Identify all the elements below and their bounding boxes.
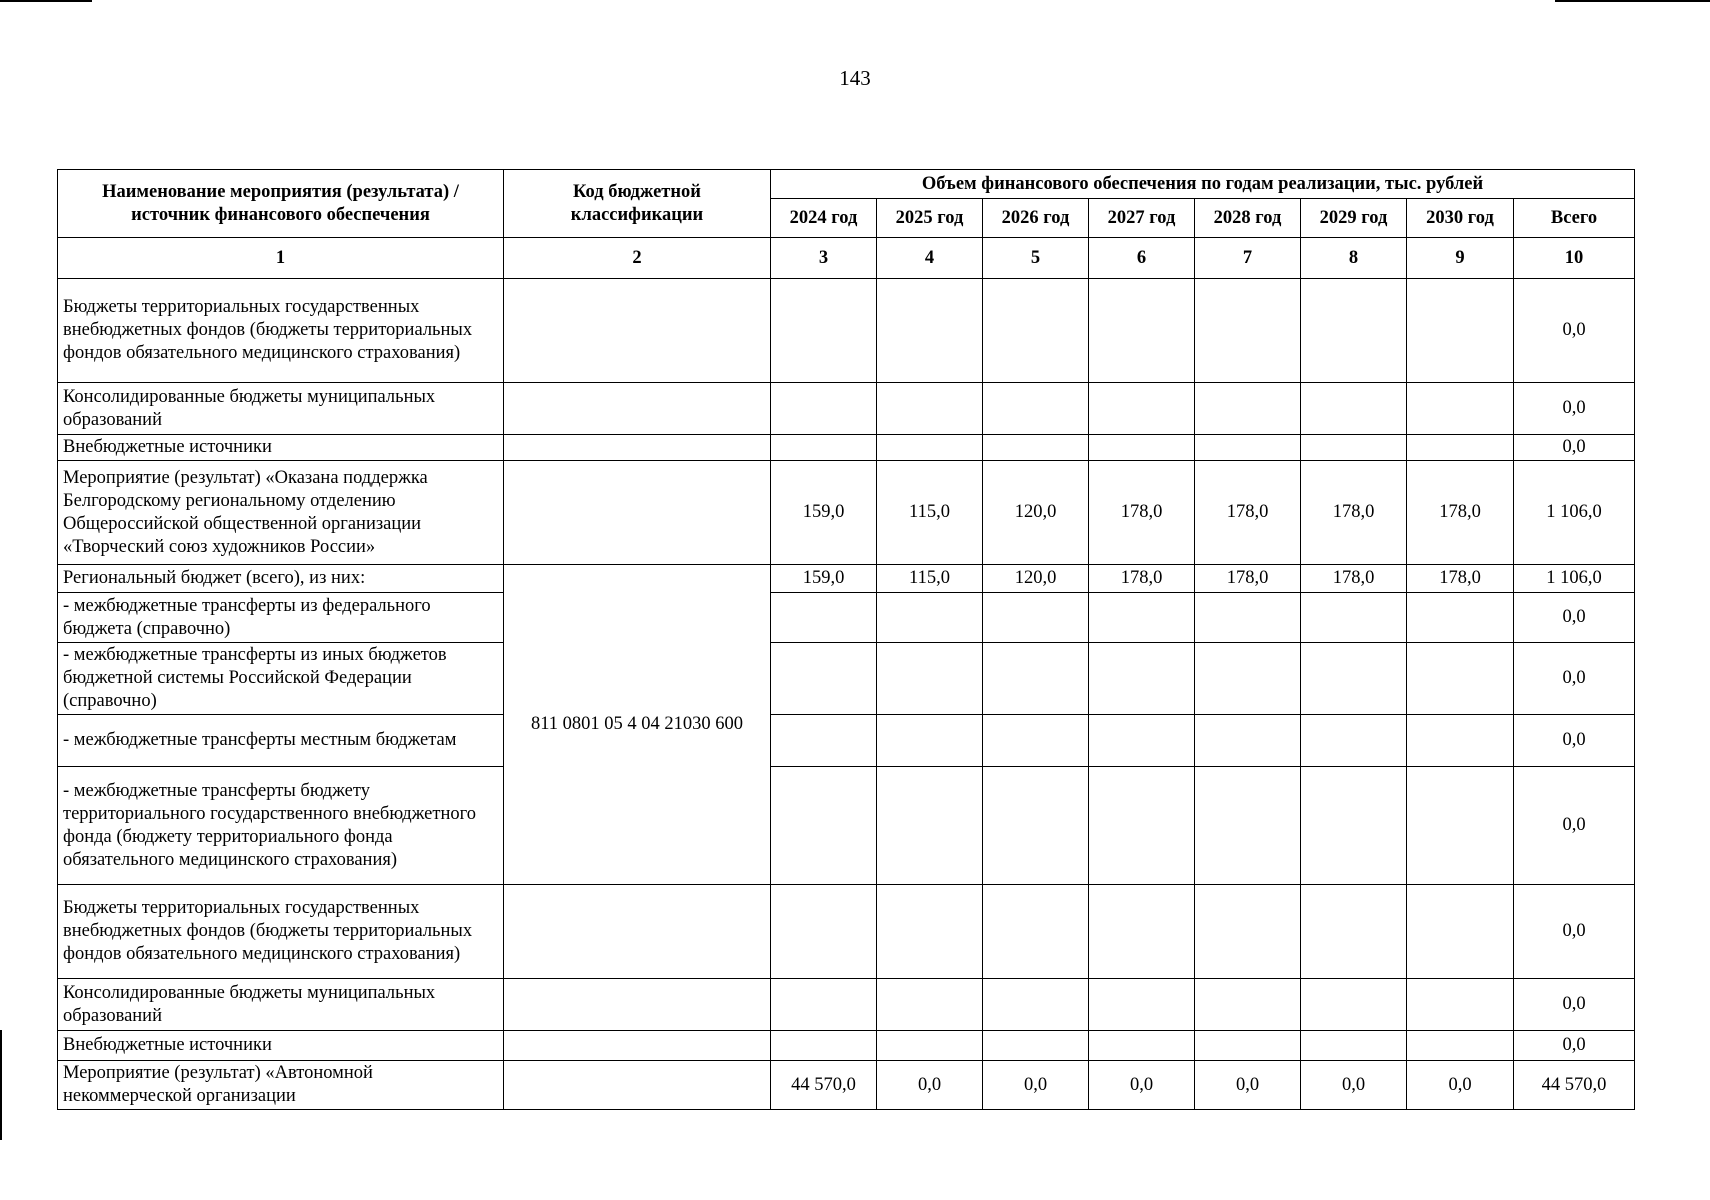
value-cell (983, 1031, 1089, 1061)
column-number: 3 (771, 238, 877, 279)
row-name: Внебюджетные источники (58, 435, 504, 461)
header-volume: Объем финансового обеспечения по годам реализации, тыс. рублей (771, 170, 1635, 199)
value-cell (1089, 715, 1195, 767)
row-code (504, 435, 771, 461)
column-number: 4 (877, 238, 983, 279)
table-row (58, 767, 1635, 885)
row-name: - межбюджетные трансферты бюджету территориального государственного внебюджетного фонда (бюджету территориального фонда обязательного медицинского страхования) (58, 767, 504, 885)
value-cell (1301, 1031, 1407, 1061)
value-cell (771, 593, 877, 643)
table-header (58, 170, 1635, 279)
value-cell (1407, 593, 1514, 643)
value-cell (877, 383, 983, 435)
value-cell (983, 383, 1089, 435)
total-cell: 1 106,0 (1514, 461, 1635, 565)
value-cell (1301, 279, 1407, 383)
value-cell: 178,0 (1301, 461, 1407, 565)
row-code (504, 461, 771, 565)
value-cell (983, 767, 1089, 885)
value-cell (877, 715, 983, 767)
value-cell (877, 435, 983, 461)
total-cell: 0,0 (1514, 279, 1635, 383)
row-code (504, 279, 771, 383)
total-cell: 0,0 (1514, 593, 1635, 643)
total-cell: 0,0 (1514, 383, 1635, 435)
header-year: 2027 год (1089, 199, 1195, 238)
value-cell (771, 715, 877, 767)
value-cell: 178,0 (1407, 565, 1514, 593)
value-cell (877, 279, 983, 383)
value-cell: 178,0 (1089, 565, 1195, 593)
value-cell (983, 715, 1089, 767)
value-cell: 120,0 (983, 461, 1089, 565)
page-number: 143 (839, 66, 871, 90)
value-cell: 0,0 (1089, 1061, 1195, 1110)
value-cell (877, 643, 983, 715)
value-cell (1089, 979, 1195, 1031)
value-cell (1195, 643, 1301, 715)
row-name: - межбюджетные трансферты из иных бюджетов бюджетной системы Российской Федерации (справочно) (58, 643, 504, 715)
value-cell: 178,0 (1195, 461, 1301, 565)
table-row (58, 593, 1635, 643)
row-name: Бюджеты территориальных государственных внебюджетных фондов (бюджеты территориальных фондов обязательного медицинского страхования) (58, 885, 504, 979)
value-cell (1089, 383, 1195, 435)
header-name: Наименование мероприятия (результата) / источник финансового обеспечения (58, 170, 504, 238)
value-cell (1301, 715, 1407, 767)
value-cell (1407, 715, 1514, 767)
total-cell: 0,0 (1514, 643, 1635, 715)
value-cell (1301, 885, 1407, 979)
value-cell (983, 435, 1089, 461)
value-cell (1407, 643, 1514, 715)
table-row (58, 279, 1635, 383)
column-number: 6 (1089, 238, 1195, 279)
column-number: 10 (1514, 238, 1635, 279)
row-name: Бюджеты территориальных государственных внебюджетных фондов (бюджеты территориальных фондов обязательного медицинского страхования) (58, 279, 504, 383)
row-name: Консолидированные бюджеты муниципальных образований (58, 383, 504, 435)
value-cell (1195, 593, 1301, 643)
value-cell (1195, 383, 1301, 435)
value-cell (1407, 767, 1514, 885)
value-cell (1089, 885, 1195, 979)
value-cell: 178,0 (1195, 565, 1301, 593)
value-cell (1089, 767, 1195, 885)
value-cell (1301, 593, 1407, 643)
financing-table (57, 169, 1635, 1110)
row-name: - межбюджетные трансферты местным бюджетам (58, 715, 504, 767)
column-number: 9 (1407, 238, 1514, 279)
value-cell (771, 1031, 877, 1061)
header-year: 2026 год (983, 199, 1089, 238)
value-cell (771, 435, 877, 461)
value-cell (1195, 767, 1301, 885)
row-name: Мероприятие (результат) «Оказана поддержка Белгородскому региональному отделению Общероссийской общественной организации «Творческий союз художников России» (58, 461, 504, 565)
total-cell: 0,0 (1514, 979, 1635, 1031)
table-row (58, 643, 1635, 715)
table-row (58, 715, 1635, 767)
value-cell (1089, 1031, 1195, 1061)
value-cell (1407, 435, 1514, 461)
scan-line-left-edge (0, 1030, 2, 1140)
value-cell (1301, 767, 1407, 885)
scan-line-top-right (1555, 0, 1710, 2)
budget-code-cell: 811 0801 05 4 04 21030 600 (504, 565, 771, 885)
table-row (58, 435, 1635, 461)
value-cell: 178,0 (1407, 461, 1514, 565)
total-cell: 0,0 (1514, 435, 1635, 461)
value-cell (877, 593, 983, 643)
value-cell (1195, 885, 1301, 979)
row-code (504, 1031, 771, 1061)
value-cell (877, 767, 983, 885)
scan-line-top-left (0, 0, 92, 2)
value-cell: 115,0 (877, 461, 983, 565)
value-cell (1089, 279, 1195, 383)
value-cell (1407, 279, 1514, 383)
value-cell (1195, 435, 1301, 461)
value-cell (983, 885, 1089, 979)
table-row (58, 1061, 1635, 1110)
value-cell (1301, 643, 1407, 715)
table-body (58, 279, 1635, 1110)
value-cell (983, 593, 1089, 643)
value-cell: 0,0 (1195, 1061, 1301, 1110)
value-cell (983, 279, 1089, 383)
value-cell (877, 885, 983, 979)
table-row (58, 979, 1635, 1031)
value-cell (1195, 979, 1301, 1031)
total-cell: 0,0 (1514, 715, 1635, 767)
value-cell (1407, 979, 1514, 1031)
total-cell: 1 106,0 (1514, 565, 1635, 593)
value-cell: 0,0 (983, 1061, 1089, 1110)
value-cell (771, 383, 877, 435)
value-cell: 44 570,0 (771, 1061, 877, 1110)
row-name: Мероприятие (результат) «Автономной некоммерческой организации (58, 1061, 504, 1110)
value-cell (1301, 979, 1407, 1031)
value-cell: 115,0 (877, 565, 983, 593)
header-year: 2030 год (1407, 199, 1514, 238)
row-code (504, 383, 771, 435)
value-cell (1195, 1031, 1301, 1061)
row-code (504, 979, 771, 1031)
value-cell (1195, 715, 1301, 767)
value-cell: 0,0 (1407, 1061, 1514, 1110)
value-cell (983, 643, 1089, 715)
value-cell (1301, 383, 1407, 435)
value-cell (877, 1031, 983, 1061)
total-cell: 0,0 (1514, 885, 1635, 979)
value-cell (771, 643, 877, 715)
table-row (58, 461, 1635, 565)
value-cell: 0,0 (1301, 1061, 1407, 1110)
header-code: Код бюджетной классификации (504, 170, 771, 238)
header-year: 2025 год (877, 199, 983, 238)
row-code (504, 1061, 771, 1110)
table-row (58, 885, 1635, 979)
table-row (58, 565, 1635, 593)
value-cell: 159,0 (771, 461, 877, 565)
table-row (58, 1031, 1635, 1061)
row-name: - межбюджетные трансферты из федерального бюджета (справочно) (58, 593, 504, 643)
value-cell: 178,0 (1301, 565, 1407, 593)
value-cell (1089, 593, 1195, 643)
value-cell (1089, 435, 1195, 461)
value-cell (983, 979, 1089, 1031)
value-cell: 159,0 (771, 565, 877, 593)
value-cell (771, 979, 877, 1031)
value-cell (1089, 643, 1195, 715)
total-cell: 44 570,0 (1514, 1061, 1635, 1110)
row-name: Внебюджетные источники (58, 1031, 504, 1061)
column-number: 2 (504, 238, 771, 279)
value-cell: 0,0 (877, 1061, 983, 1110)
value-cell (1407, 1031, 1514, 1061)
table-row (58, 383, 1635, 435)
column-number: 5 (983, 238, 1089, 279)
value-cell (1301, 435, 1407, 461)
total-cell: 0,0 (1514, 767, 1635, 885)
row-name: Консолидированные бюджеты муниципальных образований (58, 979, 504, 1031)
column-number: 1 (58, 238, 504, 279)
value-cell (771, 767, 877, 885)
column-number: 7 (1195, 238, 1301, 279)
header-year: 2028 год (1195, 199, 1301, 238)
column-number: 8 (1301, 238, 1407, 279)
row-name: Региональный бюджет (всего), из них: (58, 565, 504, 593)
header-total: Всего (1514, 199, 1635, 238)
value-cell (877, 979, 983, 1031)
header-year: 2024 год (771, 199, 877, 238)
row-code (504, 885, 771, 979)
value-cell: 178,0 (1089, 461, 1195, 565)
value-cell: 120,0 (983, 565, 1089, 593)
value-cell (771, 885, 877, 979)
value-cell (771, 279, 877, 383)
value-cell (1195, 279, 1301, 383)
value-cell (1407, 383, 1514, 435)
value-cell (1407, 885, 1514, 979)
header-year: 2029 год (1301, 199, 1407, 238)
total-cell: 0,0 (1514, 1031, 1635, 1061)
